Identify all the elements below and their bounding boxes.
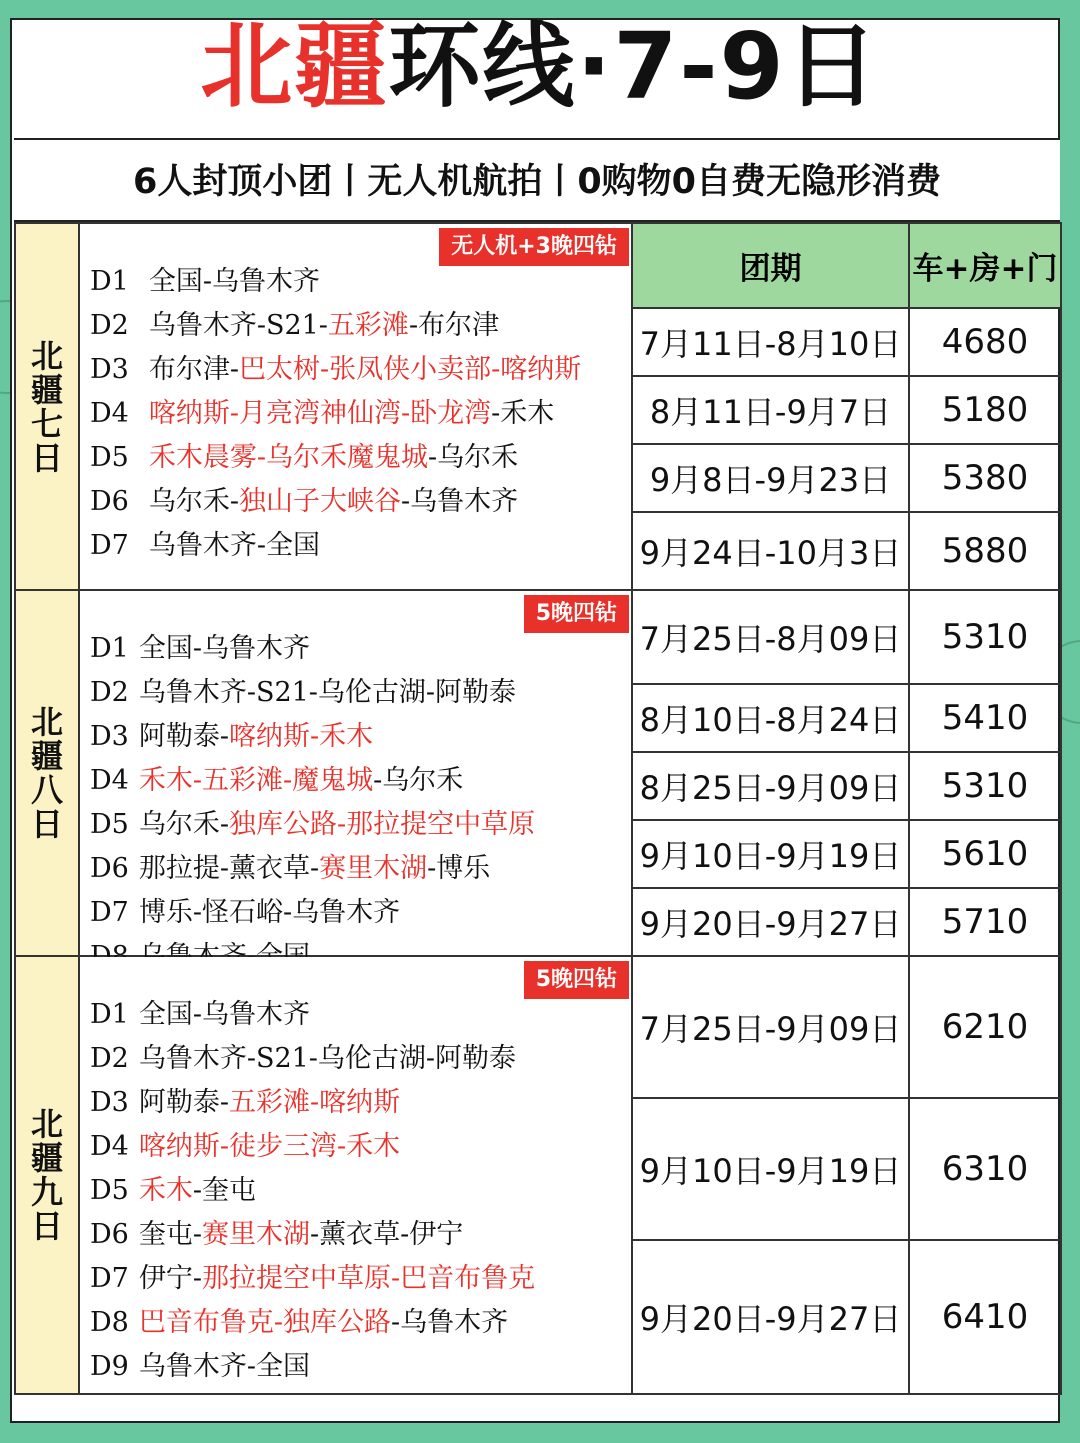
route-segment: -薰衣草-伊宁: [309, 1219, 464, 1250]
day-list: [90, 993, 535, 1389]
table-row: [15, 223, 1061, 308]
day-item: [90, 1301, 535, 1345]
highlight-segment: 禾木晨雾-乌尔禾魔鬼城: [148, 442, 428, 473]
day-item: [90, 348, 581, 392]
route-segment: 布尔津-: [148, 354, 239, 385]
day-item: [90, 436, 581, 480]
highlight-segment: 赛里木湖: [201, 1219, 310, 1250]
day-item: [90, 715, 535, 759]
highlight-segment: 赛里木湖: [319, 853, 428, 884]
day-list: [90, 260, 581, 568]
price-cell: 6210: [909, 956, 1061, 1098]
route-segment: 全国-乌鲁木齐: [148, 266, 320, 297]
day-item: [90, 759, 535, 803]
day-number: D1: [90, 999, 129, 1030]
section-side-label: [15, 223, 79, 590]
period-cell: 7月25日-9月09日: [632, 956, 909, 1098]
section-side-label: [15, 590, 79, 956]
period-cell: 9月20日-9月27日: [632, 888, 909, 956]
highlight-segment: 喀纳斯-徒步三湾-禾木: [138, 1131, 401, 1162]
subtitle-banner: 6人封顶小团丨无人机航拍丨0购物0自费无隐形消费: [14, 138, 1060, 222]
route-segment: -奎屯: [192, 1175, 256, 1206]
day-item: [90, 627, 535, 671]
price-cell: 6410: [909, 1240, 1061, 1394]
route-segment: -禾木: [491, 398, 555, 429]
hotel-badge: 无人机+3晚四钻: [439, 228, 629, 266]
page-title: [0, 12, 1080, 122]
period-cell: 9月10日-9月19日: [632, 820, 909, 888]
price-cell: 5310: [909, 590, 1061, 684]
day-item: [90, 524, 581, 568]
route-segment: 奎屯-: [138, 1219, 202, 1250]
day-number: D7: [90, 1263, 129, 1294]
day-number: D4: [90, 398, 129, 429]
side-char: 八: [30, 771, 63, 809]
day-number: D5: [90, 809, 129, 840]
itinerary-table: [14, 222, 1062, 1395]
day-item: [90, 304, 581, 348]
price-cell: 4680: [909, 308, 1061, 376]
highlight-segment: 禾木-五彩滩-魔鬼城: [138, 765, 374, 796]
side-char: 日: [30, 1207, 63, 1245]
period-cell: 7月25日-8月09日: [632, 590, 909, 684]
side-char: 七: [30, 404, 63, 443]
day-number: D9: [90, 1351, 129, 1382]
highlight-segment: 那拉提空中草原-巴音布鲁克: [201, 1263, 536, 1294]
day-item: [90, 1213, 535, 1257]
route-segment: -乌鲁木齐: [400, 486, 519, 517]
header-period: 团期: [632, 223, 909, 308]
route-segment: 伊宁-: [138, 1263, 202, 1294]
route-segment: 乌鲁木齐-全国: [138, 1351, 310, 1382]
day-item: [90, 993, 535, 1037]
day-item: [90, 671, 535, 715]
header-price: 车+房+门: [909, 223, 1061, 308]
period-cell: 7月11日-8月10日: [632, 308, 909, 376]
day-number: D2: [90, 310, 129, 341]
route-segment: -乌尔禾: [373, 765, 464, 796]
table-row: [15, 590, 1061, 684]
period-cell: 8月10日-8月24日: [632, 684, 909, 752]
price-cell: 5380: [909, 444, 1061, 512]
hotel-badge: 5晚四钻: [524, 961, 629, 999]
day-number: D5: [90, 1175, 129, 1206]
day-number: D3: [90, 354, 129, 385]
route-segment: 阿勒泰-: [138, 721, 229, 752]
day-number: D6: [90, 1219, 129, 1250]
day-number: D5: [90, 442, 129, 473]
day-number: D2: [90, 677, 129, 708]
route-segment: 博乐-怪石峪-乌鲁木齐: [138, 897, 401, 928]
day-number: D6: [90, 486, 129, 517]
itinerary-cell: [79, 956, 632, 1394]
period-cell: 8月11日-9月7日: [632, 376, 909, 444]
route-segment: 乌鲁木齐-S21-乌伦古湖-阿勒泰: [138, 677, 517, 708]
hotel-badge: 5晚四钻: [524, 595, 629, 633]
day-item: [90, 891, 535, 935]
price-cell: 5880: [909, 512, 1061, 590]
highlight-segment: 五彩滩-喀纳斯: [228, 1087, 401, 1118]
day-item: [90, 392, 581, 436]
side-char: 北: [30, 1105, 63, 1143]
day-number: D2: [90, 1043, 129, 1074]
title-highlight: 北疆: [200, 13, 389, 120]
period-cell: 9月24日-10月3日: [632, 512, 909, 590]
day-item: [90, 1125, 535, 1169]
route-segment: 阿勒泰-: [138, 1087, 229, 1118]
day-item: [90, 803, 535, 847]
itinerary-cell: [79, 223, 632, 590]
route-segment: -博乐: [427, 853, 491, 884]
highlight-segment: 五彩滩: [327, 310, 409, 341]
period-cell: 9月10日-9月19日: [632, 1098, 909, 1240]
day-number: D7: [90, 897, 129, 928]
price-cell: 5180: [909, 376, 1061, 444]
side-char: 北: [30, 336, 63, 375]
day-number: D8: [90, 1307, 129, 1338]
day-item: [90, 1081, 535, 1125]
itinerary-cell: [79, 590, 632, 956]
route-segment: 乌鲁木齐-S21-: [148, 310, 328, 341]
highlight-segment: 独山子大峡谷: [238, 486, 401, 517]
highlight-segment: 巴太树-张凤侠小卖部-喀纳斯: [238, 354, 582, 385]
day-item: [90, 260, 581, 304]
side-char: 疆: [30, 1139, 63, 1177]
price-cell: 5710: [909, 888, 1061, 956]
side-char: 九: [30, 1173, 63, 1211]
route-segment: -乌鲁木齐: [390, 1307, 509, 1338]
period-cell: 8月25日-9月09日: [632, 752, 909, 820]
side-char: 疆: [30, 737, 63, 775]
highlight-segment: 独库公路-那拉提空中草原: [228, 809, 536, 840]
highlight-segment: 喀纳斯-禾木: [228, 721, 374, 752]
day-item: [90, 1169, 535, 1213]
route-segment: 乌鲁木齐-S21-乌伦古湖-阿勒泰: [138, 1043, 517, 1074]
side-char: 北: [30, 703, 63, 741]
section-side-label: [15, 956, 79, 1394]
highlight-segment: 巴音布鲁克-独库公路: [138, 1307, 391, 1338]
day-item: [90, 480, 581, 524]
route-segment: 乌尔禾-: [148, 486, 239, 517]
table-row: [15, 956, 1061, 1098]
day-list: [90, 627, 535, 979]
side-char: 疆: [30, 370, 63, 409]
title-rest: 环线·7-9日: [388, 13, 880, 120]
route-segment: -乌尔禾: [427, 442, 519, 473]
highlight-segment: 喀纳斯-月亮湾神仙湾-卧龙湾: [148, 398, 492, 429]
highlight-segment: 禾木: [138, 1175, 193, 1206]
route-segment: 那拉提-薰衣草-: [138, 853, 320, 884]
side-char: 日: [30, 805, 63, 843]
side-char: 日: [30, 438, 63, 477]
route-segment: 全国-乌鲁木齐: [138, 633, 310, 664]
period-cell: 9月20日-9月27日: [632, 1240, 909, 1394]
day-number: D7: [90, 530, 129, 561]
route-segment: 乌尔禾-: [138, 809, 229, 840]
day-item: [90, 847, 535, 891]
day-item: [90, 1037, 535, 1081]
day-number: D3: [90, 1087, 129, 1118]
route-segment: 乌鲁木齐-全国: [148, 530, 320, 561]
price-cell: 5310: [909, 752, 1061, 820]
route-segment: -布尔津: [408, 310, 500, 341]
day-item: [90, 1257, 535, 1301]
day-number: D1: [90, 633, 129, 664]
price-cell: 5410: [909, 684, 1061, 752]
day-item: [90, 1345, 535, 1389]
day-number: D3: [90, 721, 129, 752]
day-number: D1: [90, 266, 129, 297]
price-cell: 5610: [909, 820, 1061, 888]
day-number: D6: [90, 853, 129, 884]
route-segment: 全国-乌鲁木齐: [138, 999, 310, 1030]
price-cell: 6310: [909, 1098, 1061, 1240]
day-number: D4: [90, 765, 129, 796]
day-number: D4: [90, 1131, 129, 1162]
period-cell: 9月8日-9月23日: [632, 444, 909, 512]
